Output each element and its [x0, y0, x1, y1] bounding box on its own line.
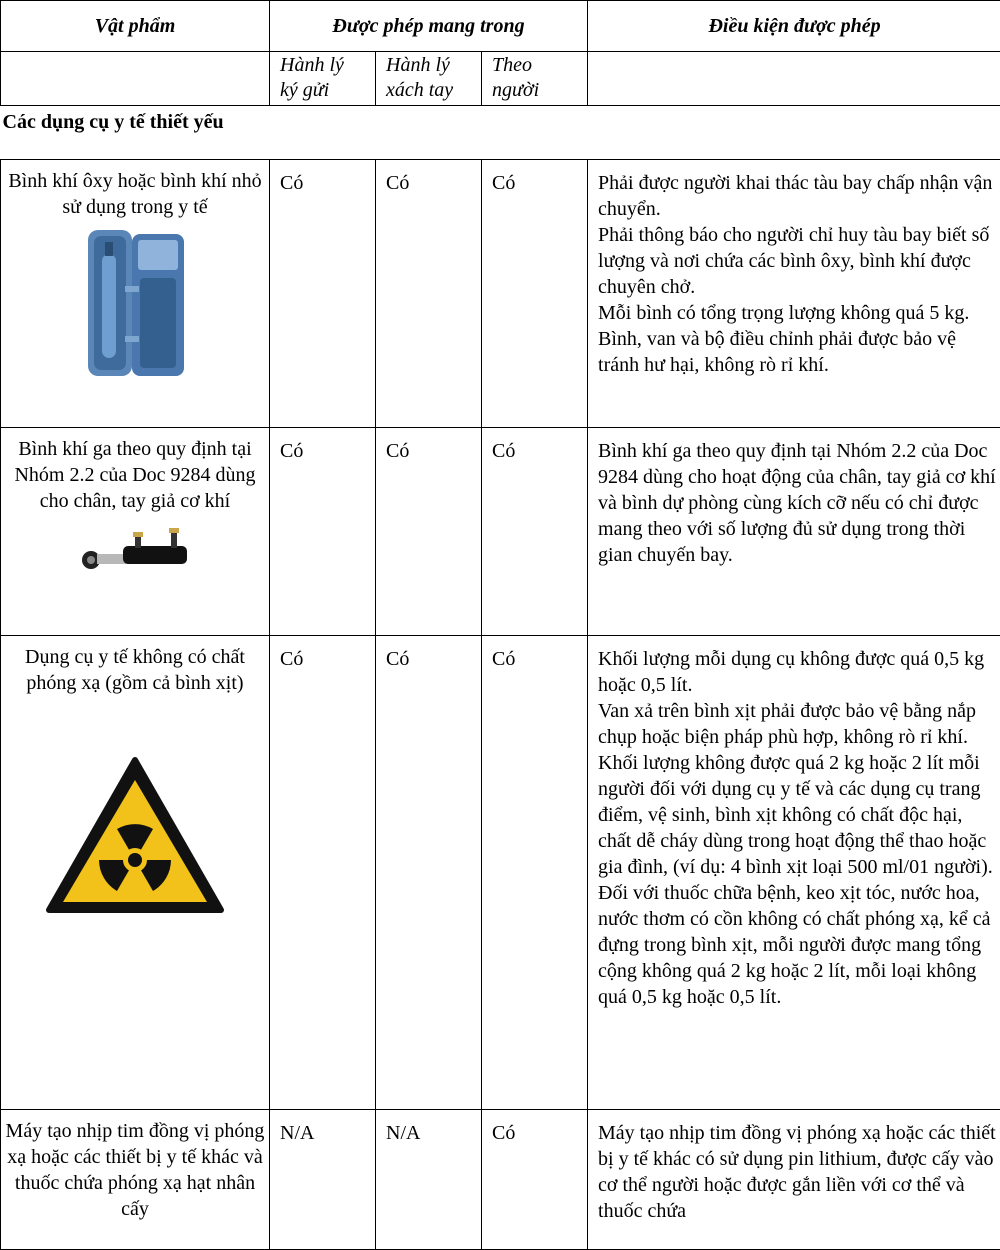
item-name: Bình khí ôxy hoặc bình khí nhỏ sử dụng trong y tế — [5, 168, 265, 220]
table-header-row — [1, 1, 1000, 52]
table-row — [1, 636, 1000, 1110]
oxygen-cylinder-case-image — [80, 226, 190, 381]
table-row — [1, 428, 1000, 636]
conditions — [588, 636, 1000, 1010]
condition-line: Mỗi bình có tổng trọng lượng không quá 5 kg. — [598, 300, 997, 326]
condition-line: Khối lượng mỗi dụng cụ không được quá 0,5 kg hoặc 0,5 lít. — [598, 646, 997, 698]
condition-line: Phải thông báo cho người chỉ huy tàu bay biết số lượng và nơi chứa các bình ôxy, bình khí được chuyên chở. — [598, 222, 997, 300]
header-conditions: Điều kiện được phép — [588, 1, 1000, 52]
header-allowed: Được phép mang trong — [270, 1, 588, 52]
checked-value: N/A — [270, 1110, 375, 1146]
condition-line: Máy tạo nhịp tim đồng vị phóng xạ hoặc các thiết bị y tế khác có sử dụng pin lithium, được cấy vào cơ thể người hoặc được gắn liền với cơ thể và thuốc chứa — [598, 1120, 997, 1224]
condition-line: Đối với thuốc chữa bệnh, keo xịt tóc, nước hoa, nước thơm có cồn không có chất phóng xạ, kể cả đựng trong bình xịt, mỗi người được mang tổng cộng không quá 2 kg hoặc 2 lít, mỗi loại không quá 0,5 kg hoặc 0,5 lít. — [598, 880, 997, 1010]
conditions — [588, 428, 1000, 568]
carry-on-value: Có — [376, 428, 481, 464]
condition-line: Bình khí ga theo quy định tại Nhóm 2.2 của Doc 9284 dùng cho hoạt động của chân, tay giả cơ khí và bình dự phòng cùng kích cỡ nếu có chỉ được mang theo với số lượng đủ sử dụng trong thời gian chuyến bay. — [598, 438, 997, 568]
section-title: Các dụng cụ y tế thiết yếu — [1, 106, 1000, 138]
section-row — [1, 106, 1000, 160]
conditions — [588, 160, 1000, 378]
item-name: Bình khí ga theo quy định tại Nhóm 2.2 của Doc 9284 dùng cho chân, tay giả cơ khí — [5, 436, 265, 514]
checked-value: Có — [270, 160, 375, 196]
on-person-value: Có — [482, 160, 587, 196]
on-person-value: Có — [482, 428, 587, 464]
subheader-checked: Hành lý ký gửi — [270, 52, 376, 106]
gas-cylinder-prosthetic-image — [75, 520, 195, 574]
condition-line: Van xả trên bình xịt phải được bảo vệ bằng nắp chụp hoặc biện pháp phù hợp, không rò rỉ khí. — [598, 698, 997, 750]
carry-on-value: Có — [376, 636, 481, 672]
on-person-value: Có — [482, 1110, 587, 1146]
checked-value: Có — [270, 428, 375, 464]
condition-line: Bình, van và bộ điều chỉnh phải được bảo vệ tránh hư hại, không rò rỉ khí. — [598, 326, 997, 378]
item-name: Dụng cụ y tế không có chất phóng xạ (gồm cả bình xịt) — [5, 644, 265, 696]
conditions — [588, 1110, 1000, 1224]
table-subheader-row — [1, 52, 1000, 106]
table-row — [1, 160, 1000, 428]
item-name: Máy tạo nhịp tim đồng vị phóng xạ hoặc các thiết bị y tế khác và thuốc chứa phóng xạ hạt nhân cấy — [5, 1118, 265, 1222]
checked-value: Có — [270, 636, 375, 672]
subheader-on-person: Theo người — [482, 52, 588, 106]
header-item: Vật phẩm — [1, 1, 270, 52]
carry-on-value: N/A — [376, 1110, 481, 1146]
radiation-warning-icon — [45, 756, 225, 916]
subheader-carry-on: Hành lý xách tay — [376, 52, 482, 106]
condition-line: Khối lượng không được quá 2 kg hoặc 2 lít mỗi người đối với dụng cụ y tế và các dụng cụ trang điểm, vệ sinh, bình xịt không có chất độc hại, chất dễ cháy dùng trong hoạt động thể thao hoặc gia đình, (ví dụ: 4 bình xịt loại 500 ml/01 người). — [598, 750, 997, 880]
table-row — [1, 1110, 1000, 1250]
condition-line: Phải được người khai thác tàu bay chấp nhận vận chuyển. — [598, 170, 997, 222]
carry-on-value: Có — [376, 160, 481, 196]
on-person-value: Có — [482, 636, 587, 672]
